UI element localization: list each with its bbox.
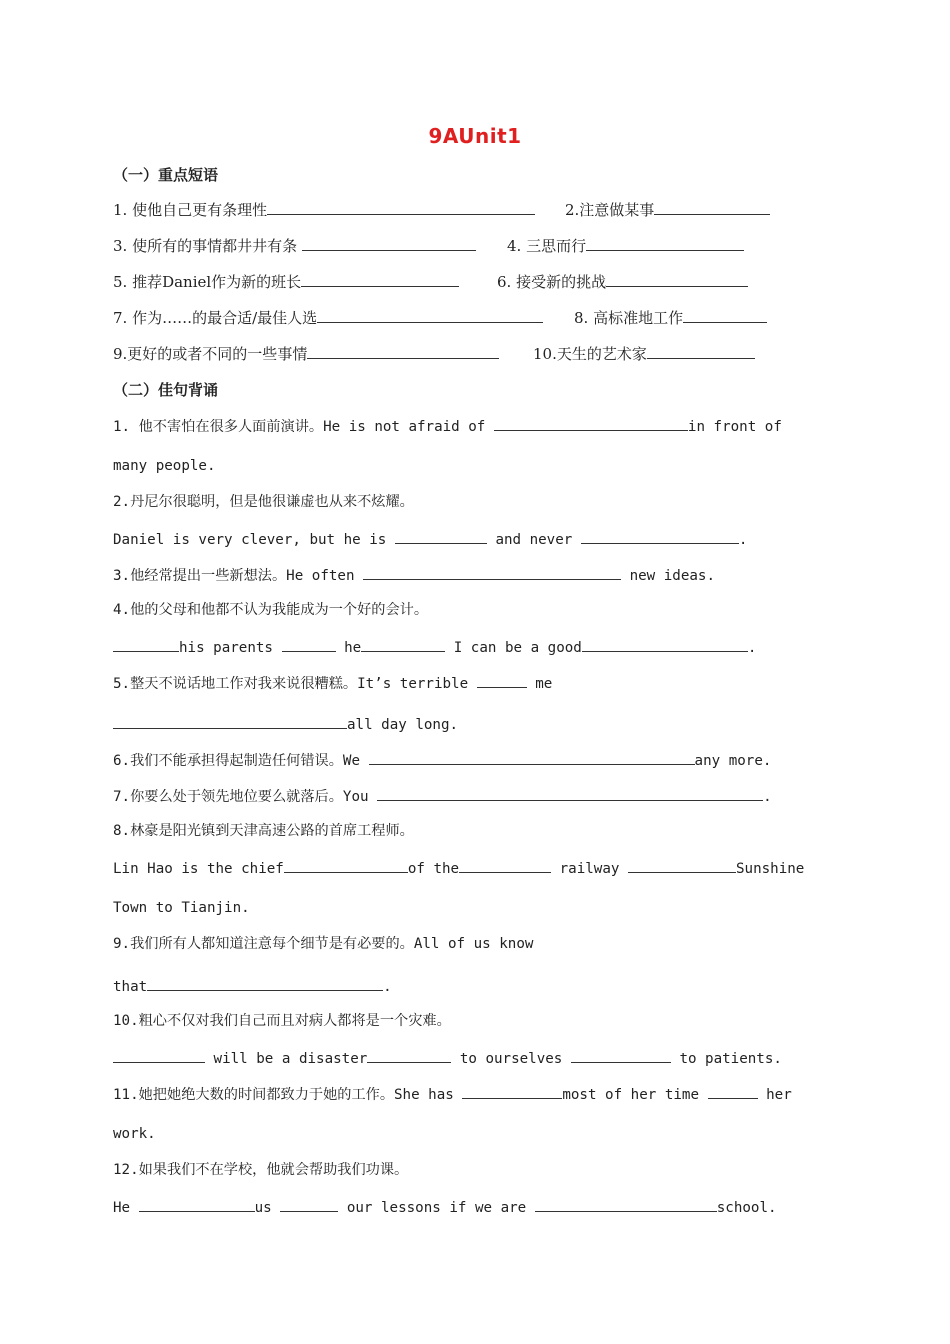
phrase-item: 2.注意做某事 [565, 199, 770, 220]
sentence-10-cn: 10.粗心不仅对我们自己而且对病人都将是一个灾难。 [113, 1013, 451, 1029]
sentence-11-cont: work. [113, 1126, 156, 1142]
sentence-12: He us our lessons if we are school. [113, 1196, 777, 1218]
sentence-1: 1. 他不害怕在很多人面前演讲。He is not afraid of in front of [113, 415, 782, 437]
page-title: 9AUnit1 [428, 124, 522, 148]
sentence-9-cont: that . [113, 975, 392, 997]
phrase-item: 6. 接受新的挑战 [497, 271, 748, 292]
sentence-11: 11.她把她绝大数的时间都致力于她的工作。She has most of her time her [113, 1083, 792, 1105]
sentence-8-cont: Town to Tianjin. [113, 900, 250, 916]
sentence-3: 3.他经常提出一些新想法。He often new ideas. [113, 564, 715, 586]
section-heading-phrases: （一）重点短语 [113, 166, 219, 184]
phrase-item: 4. 三思而行 [507, 235, 744, 256]
sentence-4: his parents he I can be a good . [113, 636, 756, 658]
sentence-8-cn: 8.林豪是阳光镇到天津高速公路的首席工程师。 [113, 823, 414, 839]
sentence-12-cn: 12.如果我们不在学校，他就会帮助我们功课。 [113, 1162, 409, 1178]
phrase-item: 8. 高标准地工作 [574, 307, 767, 328]
sentence-5: 5.整天不说话地工作对我来说很糟糕。It’s terrible me [113, 672, 552, 694]
phrase-item: 5. 推荐Daniel作为新的班长 [113, 271, 459, 292]
sentence-9: 9.我们所有人都知道注意每个细节是有必要的。All of us know [113, 936, 534, 952]
sentence-6: 6.我们不能承担得起制造任何错误。We any more. [113, 749, 771, 771]
sentence-1-cont: many people. [113, 458, 216, 474]
sentence-7: 7.你要么处于领先地位要么就落后。You . [113, 785, 772, 807]
sentence-8: Lin Hao is the chief of the railway Sunshine [113, 857, 804, 879]
section-heading-sentences: （二）佳句背诵 [113, 381, 219, 399]
phrase-item: 1. 使他自己更有条理性 [113, 199, 535, 220]
phrase-item: 10.天生的艺术家 [533, 343, 755, 364]
sentence-2: Daniel is very clever, but he is and never . [113, 528, 747, 550]
phrase-item: 7. 作为……的最合适/最佳人选 [113, 307, 543, 328]
sentence-4-cn: 4.他的父母和他都不认为我能成为一个好的会计。 [113, 602, 429, 618]
sentence-5-cont: all day long. [113, 713, 458, 735]
sentence-10: will be a disaster to ourselves to patients. [113, 1047, 782, 1069]
phrase-item: 3. 使所有的事情都井井有条 [113, 235, 476, 256]
phrase-item: 9.更好的或者不同的一些事情 [113, 343, 499, 364]
sentence-2-cn: 2.丹尼尔很聪明，但是他很谦虚也从来不炫耀。 [113, 494, 414, 510]
